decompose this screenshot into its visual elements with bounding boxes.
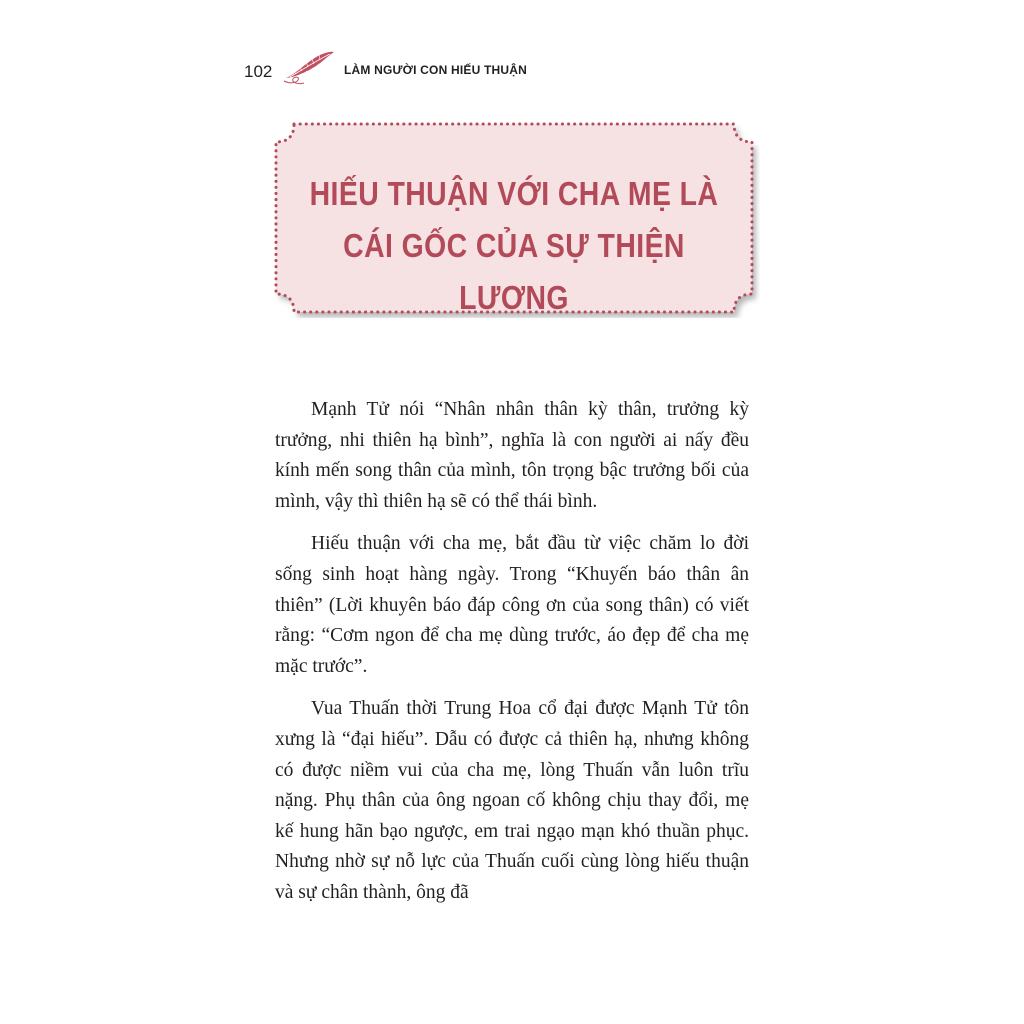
chapter-title-line-1: HIẾU THUẬN VỚI CHA MẸ LÀ [309,175,719,212]
running-title: LÀM NGƯỜI CON HIẾU THUẬN [344,63,527,77]
paragraph-3: Vua Thuấn thời Trung Hoa cổ đại được Mạnh Tử tôn xưng là “đại hiếu”. Dẫu có được cả thiên hạ, nhưng không có được niềm vui của cha mẹ, lòng Thuấn vẫn luôn trĩu nặng. Phụ thân của ông ngoan cố không chịu thay đổi, mẹ kế hung hãn bạo ngược, em trai ngạo mạn khó thuần phục. Nhưng nhờ sự nỗ lực của Thuấn cuối cùng lòng hiếu thuận và sự chân thành, ông đã [275,698,749,903]
page-number: 102 [244,62,273,81]
paragraph-2: Hiếu thuận với cha mẹ, bắt đầu từ việc chăm lo đời sống sinh hoạt hàng ngày. Trong “Khuyến báo thân ân thiên” (Lời khuyên báo đáp công ơn của song thân) có viết rằng: “Cơm ngon để cha mẹ dùng trước, áo đẹp để cha mẹ mặc trước”. [275,533,749,677]
chapter-title [302,168,725,324]
chapter-title-box [268,118,760,318]
feather-pen-icon [282,50,338,86]
paragraph-1: Mạnh Tử nói “Nhân nhân thân kỳ thân, trưởng kỳ trưởng, nhi thiên hạ bình”, nghĩa là con người ai nấy đều kính mến song thân của mình, tôn trọng bậc trưởng bối của mình, vậy thì thiên hạ sẽ có thể thái bình. [275,399,749,512]
chapter-title-line-2: CÁI GỐC CỦA SỰ THIỆN LƯƠNG [343,227,685,316]
running-header [244,50,544,90]
body-text [275,395,749,921]
